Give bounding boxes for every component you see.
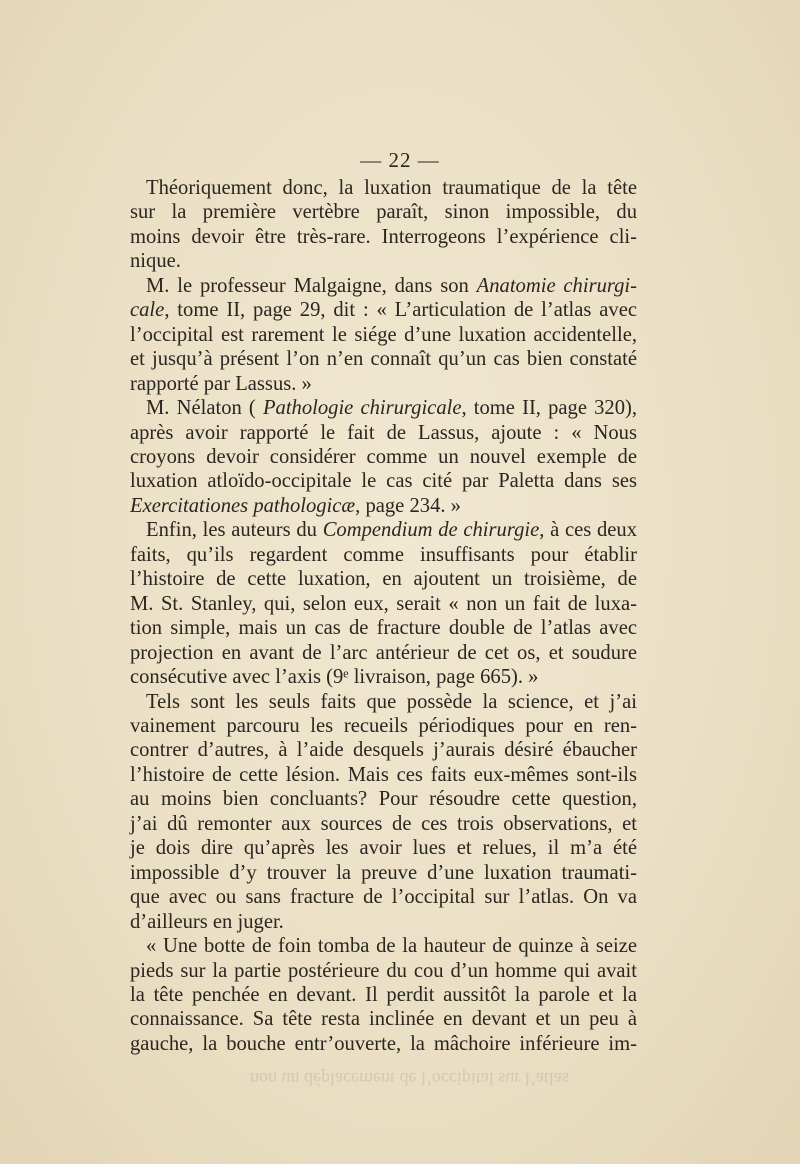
text-run: , à ces deux (539, 519, 637, 542)
text-line (130, 787, 637, 811)
text-run: la tête penchée en devant. Il perdit aussitôt la parole et la (130, 983, 637, 1006)
text-run: « Une botte de foin tomba de la hauteur de quinze à seize (146, 935, 637, 958)
text-line (130, 763, 637, 787)
text-run: gauche, la bouche entr’ouverte, la mâchoire inférieure im- (130, 1032, 637, 1055)
text-line (130, 641, 637, 665)
text-run: j’ai dû remonter aux sources de ces trois observations, et (130, 812, 637, 835)
text-run: consécutive avec l’axis (9ᵉ livraison, page 665). » (130, 666, 539, 689)
text-run: l’occipital est rarement le siége d’une luxation accidentelle, (130, 323, 637, 346)
text-run: au moins bien concluants? Pour résoudre cette question, (130, 788, 637, 811)
text-run: M. St. Stanley, qui, selon eux, serait « non un fait de luxa- (130, 592, 637, 615)
italic-title: Pathologie chirurgicale (262, 397, 462, 420)
text-line (130, 396, 637, 420)
text-run: M. le professeur Malgaigne, dans son (146, 274, 477, 297)
text-run: , page 234. » (355, 494, 461, 517)
text-line (130, 1032, 637, 1056)
text-run: je dois dire qu’après les avoir lues et relues, il m’a été (130, 837, 637, 860)
text-run: rapporté par Lassus. » (130, 372, 312, 395)
text-run: et jusqu’à présent l’on n’en connaît qu’un cas bien constaté (130, 348, 637, 371)
text-run: d’ailleurs en juger. (130, 910, 284, 933)
text-run: Enfin, les auteurs du (146, 519, 323, 542)
text-line (130, 885, 637, 909)
text-line (130, 200, 637, 224)
text-line (130, 861, 637, 885)
text-line (130, 690, 637, 714)
text-line (130, 274, 637, 298)
text-run: nique. (130, 250, 181, 273)
text-run: Tels sont les seuls faits que possède la science, et j’ai (146, 690, 637, 713)
italic-title: cale (130, 299, 165, 322)
text-line (130, 567, 637, 591)
italic-title: Compendium de chirurgie (322, 519, 540, 542)
text-run: faits, qu’ils regardent comme insuffisants pour établir (130, 543, 637, 566)
text-line (130, 910, 637, 934)
text-line (130, 836, 637, 860)
text-line (130, 1007, 637, 1031)
text-run: l’histoire de cette luxation, en ajoutent un troisième, de (130, 568, 637, 591)
text-run: tion simple, mais un cas de fracture double de l’atlas avec (130, 617, 637, 640)
text-run: après avoir rapporté le fait de Lassus, ajoute : « Nous (130, 421, 637, 444)
text-line (130, 347, 637, 371)
text-run: pieds sur la partie postérieure du cou d’un homme qui avait (130, 959, 637, 982)
text-run: , tome II, page 29, dit : « L’articulation de l’atlas avec (164, 299, 637, 322)
text-line (130, 543, 637, 567)
text-line (130, 518, 637, 542)
text-line (130, 592, 637, 616)
text-run: M. Nélaton ( (146, 397, 263, 420)
text-line (130, 665, 637, 689)
text-line (130, 421, 637, 445)
text-line (130, 738, 637, 762)
text-run: croyons devoir considérer comme un nouvel exemple de (130, 445, 637, 468)
text-line (130, 445, 637, 469)
text-run: que avec ou sans fracture de l’occipital sur l’atlas. On va (130, 886, 637, 909)
text-run: impossible d’y trouver la preuve d’une luxation traumati- (130, 861, 637, 884)
text-line (130, 298, 637, 322)
text-line (130, 934, 637, 958)
text-run: contrer d’autres, à l’aide desquels j’aurais désiré ébaucher (130, 739, 637, 762)
text-run: moins devoir être très-rare. Interrogeons l’expérience cli- (130, 225, 637, 248)
text-line (130, 372, 637, 396)
text-run: connaissance. Sa tête resta inclinée en devant et un peu à (130, 1008, 637, 1031)
text-line (130, 616, 637, 640)
text-run: sur la première vertèbre paraît, sinon impossible, du (130, 201, 637, 224)
page-number: — 22 — (360, 148, 440, 172)
italic-title: Exercitationes pathologicæ (130, 494, 356, 517)
italic-title: Anatomie chirurgi- (476, 274, 638, 297)
text-run: vainement parcouru les recueils périodiques pour en ren- (130, 714, 637, 737)
body-text (130, 176, 637, 1056)
text-line (130, 959, 637, 983)
text-line (130, 249, 637, 273)
text-run: luxation atloïdo-occipitale le cas cité par Paletta dans ses (130, 470, 637, 493)
text-run: projection en avant de l’arc antérieur de cet os, et soudure (130, 641, 637, 664)
text-run: , tome II, page 320), (461, 397, 638, 420)
text-line (130, 225, 637, 249)
text-line (130, 983, 637, 1007)
text-line (130, 176, 637, 200)
text-run: Théoriquement donc, la luxation traumatique de la tête (146, 177, 637, 199)
bleed-through-text: non un déplacement de l’occipital sur l’atlas (250, 1069, 569, 1089)
text-line (130, 714, 637, 738)
text-run: l’histoire de cette lésion. Mais ces faits eux-mêmes sont-ils (130, 763, 637, 786)
text-line (130, 323, 637, 347)
text-line (130, 812, 637, 836)
text-line (130, 494, 637, 518)
text-line (130, 469, 637, 493)
